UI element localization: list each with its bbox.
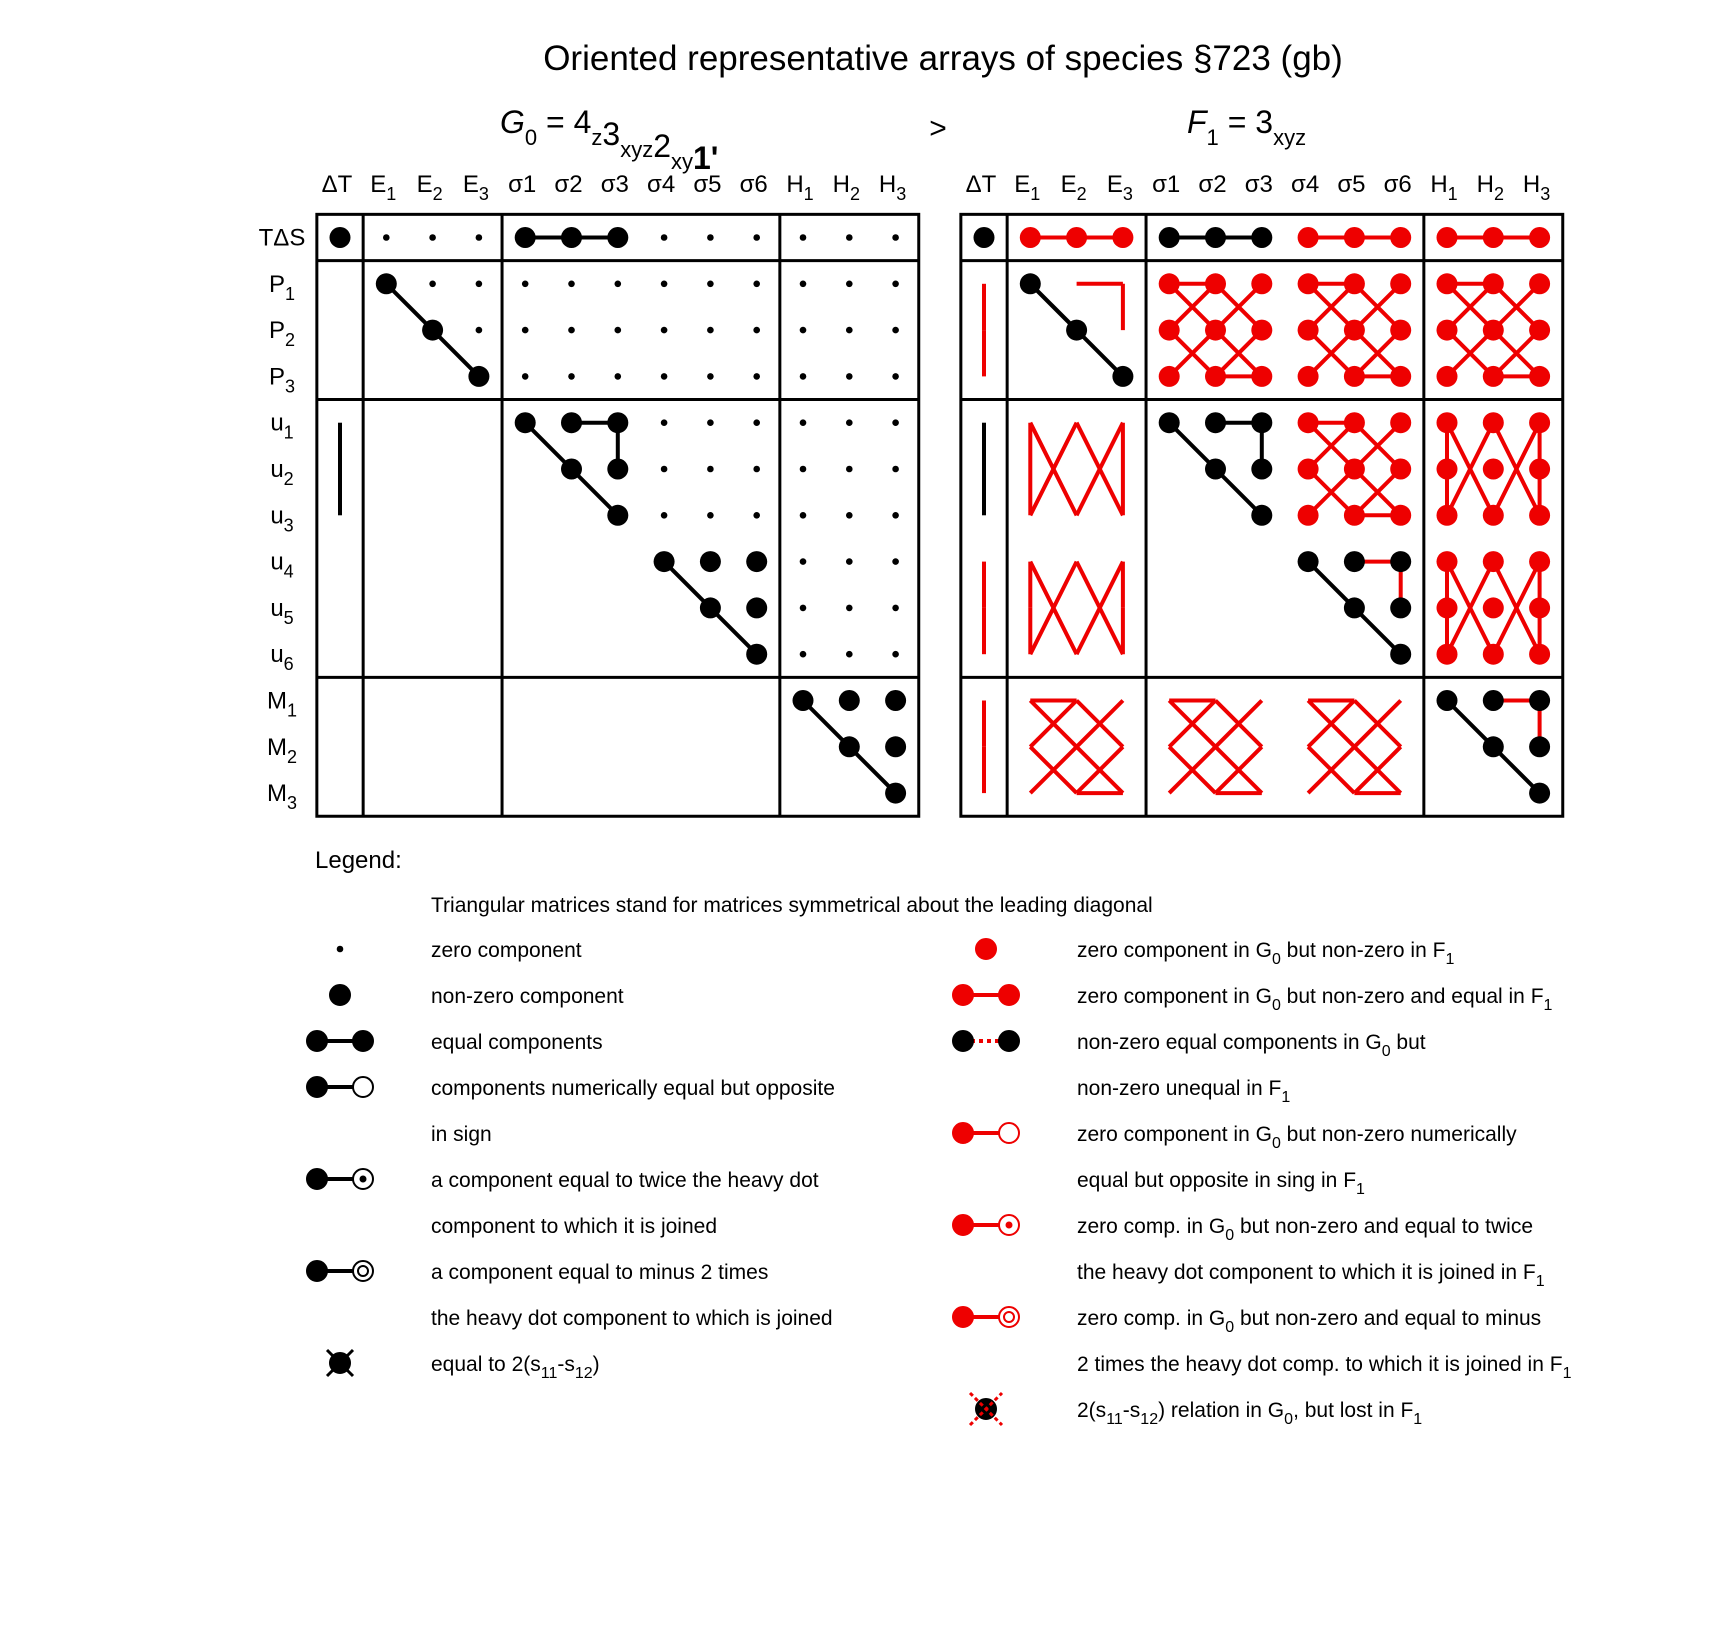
zero-component [800,281,807,288]
column-header: σ3 [1244,171,1273,198]
pair-equal-icon [307,1031,373,1051]
legend-black-pair-dotted-text-2: non-zero unequal in $F_1$ [1077,1077,1291,1106]
zero-component [892,281,899,288]
red-pair-minus-two-icon [953,1307,1019,1327]
zero-component [846,419,853,426]
nonzero-component [1066,227,1087,248]
nonzero-component [1529,690,1550,711]
zero-component [707,466,714,473]
nonzero-component [1205,273,1226,294]
nonzero-component [1390,644,1411,665]
zero-component [568,327,575,334]
legend-black-pair-dotted-text-1: non-zero equal components in $G_0$ but [1077,1031,1426,1060]
nonzero-component [1205,459,1226,480]
column-header: $H_1$ [786,171,814,204]
nonzero-component [1529,227,1550,248]
nonzero-component [561,412,582,433]
nonzero-component [1251,505,1272,526]
nonzero-component [885,690,906,711]
zero-component [429,234,436,241]
big-dot-icon [330,985,350,1005]
nonzero-component [1437,459,1458,480]
nonzero-component [607,459,628,480]
nonzero-component [1298,366,1319,387]
row-header: $M_1$ [266,687,298,721]
nonzero-component [1251,459,1272,480]
row-header: $u_2$ [270,456,294,489]
zero-component [522,327,529,334]
zero-component [846,373,853,380]
column-header: $E_2$ [1060,171,1087,204]
zero-component [800,512,807,519]
zero-component [753,419,760,426]
zero-component [661,281,668,288]
zero-component [522,373,529,380]
zero-component [892,466,899,473]
legend-crossed-dot-text-1: equal to $2(s_{11}-s_{12})$ [431,1353,600,1382]
nonzero-component [1390,505,1411,526]
nonzero-component [515,412,536,433]
nonzero-component [1529,366,1550,387]
nonzero-component [1251,366,1272,387]
nonzero-component [1437,412,1458,433]
nonzero-component [376,273,397,294]
nonzero-component [607,227,628,248]
nonzero-component [1112,366,1133,387]
zero-component [753,327,760,334]
zero-component [568,281,575,288]
legend-pair-minus-two-text-2: the heavy dot component to which is joined [431,1307,833,1330]
zero-component [753,512,760,519]
zero-component [707,234,714,241]
zero-component [615,373,622,380]
zero-component [846,466,853,473]
nonzero-component [746,644,767,665]
zero-component [476,281,483,288]
zero-component [892,512,899,519]
crossed-dot-lost-icon [970,1393,1002,1425]
black-pair-dotted-icon [953,1031,1019,1051]
zero-component [892,234,899,241]
zero-component [707,373,714,380]
nonzero-component [700,597,721,618]
crossed-dot-icon [327,1350,353,1376]
pair-opposite-icon [307,1077,373,1097]
column-header: σ2 [554,171,583,198]
nonzero-component [1483,551,1504,572]
nonzero-component [1483,366,1504,387]
nonzero-component [1344,227,1365,248]
legend-right-column [953,939,1572,1428]
nonzero-component [1112,227,1133,248]
nonzero-component [1344,320,1365,341]
nonzero-component [1437,273,1458,294]
legend-red-pair-minus-two-text-2: 2 times the heavy dot comp. to which it is joined in $F_1$ [1077,1353,1572,1382]
legend-small-dot-text-1: zero component [431,939,582,962]
legend-pair-opposite-text-1: components numerically equal but opposite [431,1077,835,1100]
nonzero-component [654,551,675,572]
row-header: $M_3$ [266,780,298,814]
legend-red-pair-twice-text-2: the heavy dot component to which it is joined in $F_1$ [1077,1261,1545,1290]
legend-crossed-dot-lost-text-1: $2(s_{11}-s_{12})$ relation in $G_0$, but lost in $F_1$ [1077,1399,1423,1428]
zero-component [661,327,668,334]
zero-component [753,234,760,241]
column-header: $E_1$ [1014,171,1041,204]
g0-array [259,171,919,816]
red-dot-icon [976,939,996,959]
nonzero-component [1205,366,1226,387]
nonzero-component [1390,551,1411,572]
nonzero-component [700,551,721,572]
nonzero-component [330,227,351,248]
column-header: $H_2$ [1476,171,1504,204]
nonzero-component [1251,320,1272,341]
legend-big-dot-text-1: non-zero component [431,985,624,1008]
nonzero-component [1529,320,1550,341]
nonzero-component [1298,505,1319,526]
small-dot-icon [337,946,344,953]
nonzero-component [1390,320,1411,341]
nonzero-component [1483,690,1504,711]
nonzero-component [1159,227,1180,248]
nonzero-component [1483,227,1504,248]
legend-pair-twice-text-2: component to which it is joined [431,1215,717,1238]
zero-component [892,419,899,426]
zero-component [383,234,390,241]
nonzero-component [885,783,906,804]
column-header: $E_1$ [370,171,397,204]
nonzero-component [561,227,582,248]
row-header: $u_4$ [270,548,294,582]
red-pair-opposite-icon [953,1123,1019,1143]
zero-component [707,419,714,426]
nonzero-component [1529,459,1550,480]
zero-component [892,327,899,334]
column-header: $H_1$ [1430,171,1458,204]
pair-twice-icon [307,1169,373,1189]
column-header: σ6 [739,171,768,198]
nonzero-component [607,412,628,433]
nonzero-component [1159,320,1180,341]
nonzero-component [793,690,814,711]
nonzero-component [1437,551,1458,572]
zero-component [800,466,807,473]
nonzero-component [1483,597,1504,618]
zero-component [846,234,853,241]
nonzero-component [607,505,628,526]
nonzero-component [1529,551,1550,572]
nonzero-component [746,551,767,572]
nonzero-component [839,690,860,711]
nonzero-component [1437,597,1458,618]
column-header: ΔT [321,171,353,198]
nonzero-component [1437,366,1458,387]
legend-red-pair-equal-text-1: zero component in $G_0$ but non-zero and equal in $F_1$ [1077,985,1553,1014]
zero-component [892,651,899,658]
nonzero-component [1298,320,1319,341]
zero-component [661,419,668,426]
red-pair-equal-icon [953,985,1019,1005]
zero-component [846,605,853,612]
nonzero-component [1205,412,1226,433]
column-header: σ5 [693,171,722,198]
zero-component [892,605,899,612]
row-header: $P_1$ [268,270,296,304]
nonzero-component [1298,412,1319,433]
nonzero-component [1390,366,1411,387]
legend-red-pair-opposite-text-2: equal but opposite in sing in $F_1$ [1077,1169,1365,1198]
nonzero-component [1066,320,1087,341]
nonzero-component [1298,273,1319,294]
zero-component [800,651,807,658]
zero-component [661,466,668,473]
zero-component [661,512,668,519]
nonzero-component [515,227,536,248]
zero-component [800,234,807,241]
nonzero-component [1437,320,1458,341]
nonzero-component [1159,366,1180,387]
zero-component [615,281,622,288]
nonzero-component [1529,505,1550,526]
nonzero-component [1344,551,1365,572]
column-header: σ6 [1383,171,1412,198]
column-header: σ4 [1291,171,1320,198]
nonzero-component [1390,227,1411,248]
legend-pair-minus-two-text-1: a component equal to minus 2 times [431,1261,769,1284]
zero-component [846,281,853,288]
red-pair-twice-icon [953,1215,1019,1235]
nonzero-component [974,227,995,248]
legend-note: Triangular matrices stand for matrices symmetrical about the leading diagonal [431,894,1153,917]
zero-component [846,651,853,658]
nonzero-component [1390,412,1411,433]
nonzero-component [839,736,860,757]
column-header: σ3 [600,171,629,198]
nonzero-component [468,366,489,387]
nonzero-component [1437,690,1458,711]
nonzero-component [1483,459,1504,480]
nonzero-component [1437,644,1458,665]
column-header: σ1 [508,171,537,198]
page-title: Oriented representative arrays of species §723 (gb) [543,39,1343,78]
row-header: $u_1$ [270,409,294,443]
zero-component [753,373,760,380]
nonzero-component [1205,227,1226,248]
column-header: $H_3$ [878,171,907,204]
zero-component [429,281,436,288]
nonzero-component [1483,736,1504,757]
legend-pair-opposite-text-2: in sign [431,1123,492,1146]
column-header: σ4 [647,171,676,198]
nonzero-component [1529,783,1550,804]
g0-heading: $G_0 = 4_z3_{xyz}2_{xy}1'$ [500,104,719,176]
zero-component [615,327,622,334]
row-header: TΔS [258,224,306,252]
nonzero-component [1159,273,1180,294]
column-header: $E_3$ [462,171,489,204]
nonzero-component [1529,412,1550,433]
nonzero-component [1344,597,1365,618]
zero-component [846,558,853,565]
nonzero-component [1344,412,1365,433]
column-header: ΔT [965,171,997,198]
row-header: $u_3$ [270,502,294,536]
zero-component [522,281,529,288]
nonzero-component [1251,273,1272,294]
nonzero-component [1529,644,1550,665]
zero-component [846,327,853,334]
nonzero-component [561,459,582,480]
zero-component [707,512,714,519]
nonzero-component [1390,459,1411,480]
row-header: $P_2$ [268,317,296,351]
zero-component [800,605,807,612]
zero-component [846,512,853,519]
column-header: $E_3$ [1106,171,1133,204]
legend-left-column [307,939,835,1382]
zero-component [800,373,807,380]
column-header: $H_3$ [1522,171,1551,204]
f1-heading: $F_1 = 3_{xyz}$ [1187,104,1307,150]
legend-red-pair-minus-two-text-1: zero comp. in $G_0$ but non-zero and equal to minus [1077,1307,1542,1336]
nonzero-component [1298,227,1319,248]
relation-symbol: > [929,112,947,145]
zero-component [707,327,714,334]
nonzero-component [1437,227,1458,248]
nonzero-component [1390,273,1411,294]
zero-component [800,558,807,565]
nonzero-component [885,736,906,757]
legend-red-pair-twice-text-1: zero comp. in $G_0$ but non-zero and equal to twice [1077,1215,1534,1244]
zero-component [753,281,760,288]
nonzero-component [1529,736,1550,757]
zero-component [800,327,807,334]
nonzero-component [1483,273,1504,294]
nonzero-component [1159,412,1180,433]
zero-component [892,373,899,380]
nonzero-component [1298,459,1319,480]
f1-array [961,171,1563,816]
zero-component [892,558,899,565]
legend-red-pair-opposite-text-1: zero component in $G_0$ but non-zero numerically [1077,1123,1517,1152]
nonzero-component [1205,320,1226,341]
zero-component [661,234,668,241]
legend-heading: Legend: [315,847,402,874]
nonzero-component [1298,551,1319,572]
nonzero-component [422,320,443,341]
nonzero-component [1390,597,1411,618]
zero-component [476,234,483,241]
column-header: σ1 [1152,171,1181,198]
legend-pair-equal-text-1: equal components [431,1031,603,1054]
nonzero-component [1529,273,1550,294]
row-header: $u_5$ [270,594,294,628]
nonzero-component [746,597,767,618]
nonzero-component [1344,459,1365,480]
pair-minus-two-icon [307,1261,373,1281]
zero-component [476,327,483,334]
nonzero-component [1344,505,1365,526]
nonzero-component [1483,644,1504,665]
zero-component [707,281,714,288]
zero-component [800,419,807,426]
column-header: $E_2$ [416,171,443,204]
nonzero-component [1251,412,1272,433]
nonzero-component [1344,273,1365,294]
column-header: $H_2$ [832,171,860,204]
zero-component [753,466,760,473]
legend-red-dot-text-1: zero component in $G_0$ but non-zero in $F_1$ [1077,939,1455,968]
nonzero-component [1020,273,1041,294]
row-header: $u_6$ [270,641,294,675]
zero-component [568,373,575,380]
row-header: $P_3$ [268,363,296,397]
nonzero-component [1344,366,1365,387]
zero-component [661,373,668,380]
column-header: σ5 [1337,171,1366,198]
nonzero-component [1483,412,1504,433]
nonzero-component [1020,227,1041,248]
row-header: $M_2$ [266,733,298,767]
column-header: σ2 [1198,171,1227,198]
nonzero-component [1529,597,1550,618]
nonzero-component [1483,505,1504,526]
legend-pair-twice-text-1: a component equal to twice the heavy dot [431,1169,819,1192]
nonzero-component [1251,227,1272,248]
nonzero-component [1437,505,1458,526]
nonzero-component [1483,320,1504,341]
